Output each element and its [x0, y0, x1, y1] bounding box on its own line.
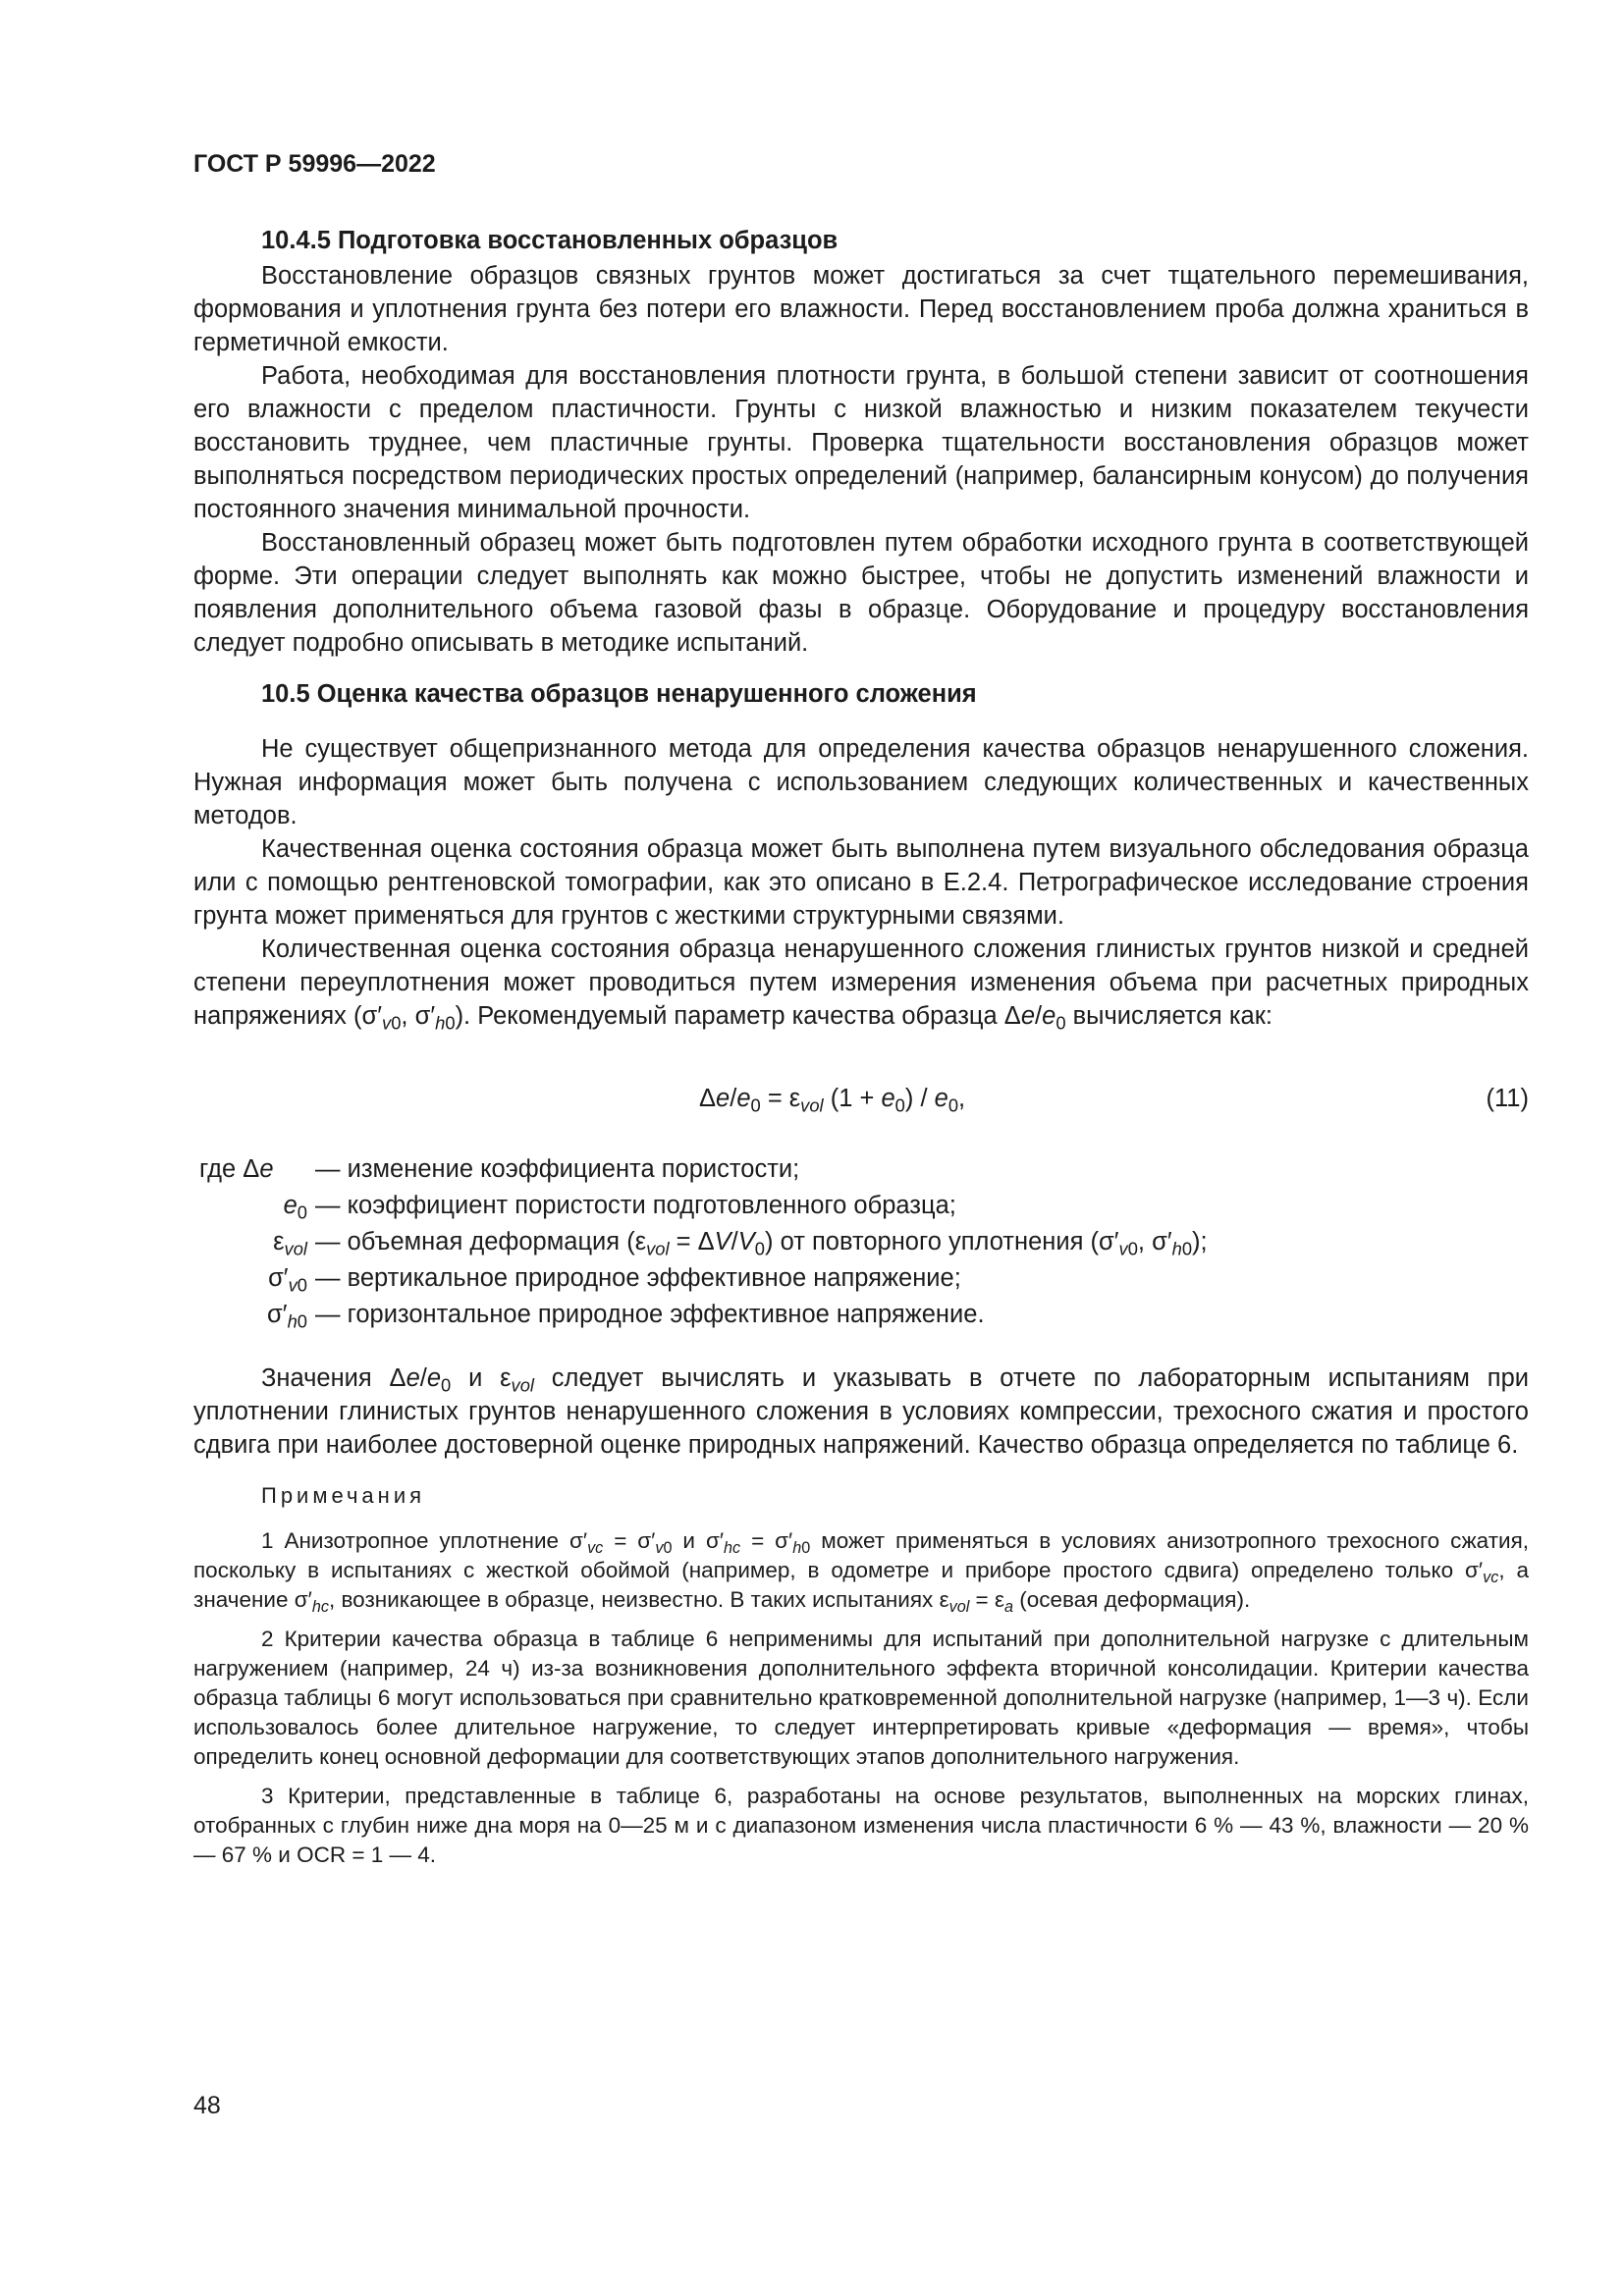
where-symbol: $\sigma'_{h0}$: [267, 1301, 307, 1332]
where-symbol: $\sigma'_{v0}$: [268, 1264, 307, 1296]
where-symbol: $\varepsilon_{vol}$: [273, 1228, 307, 1259]
section-105-paragraph: Не существует общепризнанного метода для определения качества образцов ненарушенного сложения. Нужная информация может быть получена с использованием следующих количественных и качественных методов.: [193, 735, 1529, 829]
note-3: 3 Критерии, представленные в таблице 6, разработаны на основе результатов, выполненных на морских глинах, отобранных с глубин ниже дна моря на 0—25 м и с диапазоном изменения числа пластичности 6 % — 43 %, влажности — 20 % — 67 % и OCR = 1 — 4.: [193, 1784, 1529, 1867]
section-1045-paragraph: Работа, необходимая для восстановления плотности грунта, в большой степени зависит от соотношения его влажности с пределом пластичности. Грунты с низкой влажностью и низким показателем текучести восстановить труднее, чем пластичные грунты. Проверка тщательности восстановления образцов может выполняться посредством периодических простых определений (например, балансирным конусом) до получения постоянного значения минимальной прочности.: [193, 362, 1529, 523]
notes-title: Примечания: [261, 1483, 426, 1508]
where-symbol: $e_0$: [283, 1192, 307, 1223]
where-description: — коэффициент пористости подготовленного образца;: [315, 1192, 956, 1219]
section-105-paragraph: Качественная оценка состояния образца может быть выполнена путем визуального обследования образца или с помощью рентгеновской томографии, как это описано в Е.2.4. Петрографическое исследование строения грунта может применяться для грунтов с жесткими структурными связями.: [193, 835, 1529, 930]
where-description: — вертикальное природное эффективное напряжение;: [315, 1264, 961, 1292]
section-1045-heading: 10.4.5 Подготовка восстановленных образцов: [261, 227, 839, 254]
where-description: — объемная деформация $(\varepsilon_{vol} = \Delta V/V_0)$ от повторного уплотнения ($\sigma'_{v0}$, $\sigma'_{h0}$);: [315, 1228, 1208, 1259]
note-2: 2 Критерии качества образца в таблице 6 неприменимы для испытаний при дополнительной нагрузке с длительным нагружением (например, 24 ч) из-за возникновения дополнительного эффекта вторичной консолидации. Критерии качества образца таблицы 6 могут использоваться при сравнительно кратковременной дополнительной нагрузке (например, 1—3 ч). Если использовалось более длительное нагружение, то следует интерпретировать кривые «деформация — время», чтобы определить конец основной деформации для соответствующих этапов дополнительного нагружения.: [193, 1627, 1529, 1769]
document-body: [193, 224, 1529, 1880]
where-item: [193, 1261, 1529, 1295]
where-symbol: где Δe: [199, 1155, 274, 1183]
where-item: [193, 1189, 1529, 1222]
where-description: — горизонтальное природное эффективное напряжение.: [315, 1301, 985, 1328]
where-list: [193, 1152, 1529, 1331]
note-1: 1 Анизотропное уплотнение $\sigma'_{vc} = \sigma'_{v0}$ и $\sigma'_{hc} = \sigma'_{h0}$ может применяться в условиях анизотропного трехосного сжатия, поскольку в испытаниях с жесткой обоймой (например, в одометре и приборе простого сдвига) определено только $\sigma'_{vc}$, а значение $\sigma'_{hc}$, возникающее в образце, неизвестно. В таких испытаниях $\varepsilon_{vol} = \varepsilon_a$ (осевая деформация).: [193, 1528, 1529, 1616]
formula-expression: $\Delta e/e_0 = \varepsilon_{vol}$ $(1 + e_0) / e_0$,: [699, 1085, 966, 1116]
values-paragraph: Значения $\Delta e/e_0$ и $\varepsilon_{vol}$ следует вычислять и указывать в отчете по лабораторным испытаниям при уплотнении глинистых грунтов ненарушенного сложения в условиях компрессии, трехосного сжатия и простого сдвига при наиболее достоверной оценке природных напряжений. Качество образца определяется по таблице 6.: [193, 1364, 1529, 1459]
section-1045-paragraph: Восстановление образцов связных грунтов может достигаться за счет тщательного перемешивания, формования и уплотнения грунта без потери его влажности. Перед восстановлением проба должна храниться в герметичной емкости.: [193, 262, 1529, 356]
where-item: [193, 1152, 1529, 1186]
where-item: [193, 1298, 1529, 1331]
where-item: [193, 1225, 1529, 1258]
section-105-heading: 10.5 Оценка качества образцов ненарушенного сложения: [261, 680, 977, 708]
where-description: — изменение коэффициента пористости;: [315, 1155, 800, 1183]
page-number: 48: [193, 2092, 221, 2119]
section-105-paragraph: Количественная оценка состояния образца ненарушенного сложения глинистых грунтов низкой и средней степени переуплотнения может проводиться путем измерения изменения объема при расчетных природных напряжениях ($\sigma'_{v0}$, $\sigma'_{h0}$). Рекомендуемый параметр качества образца $\Delta e/e_0$ вычисляется как:: [193, 935, 1529, 1034]
formula-11: [193, 1082, 1529, 1119]
formula-number: (11): [1486, 1085, 1529, 1112]
section-1045-paragraph: Восстановленный образец может быть подготовлен путем обработки исходного грунта в соответствующей форме. Эти операции следует выполнять как можно быстрее, чтобы не допустить изменений влажности и появления дополнительного объема газовой фазы в образце. Оборудование и процедуру восстановления следует подробно описывать в методике испытаний.: [193, 529, 1529, 657]
doc-header-code: ГОСТ Р 59996—2022: [193, 150, 436, 178]
